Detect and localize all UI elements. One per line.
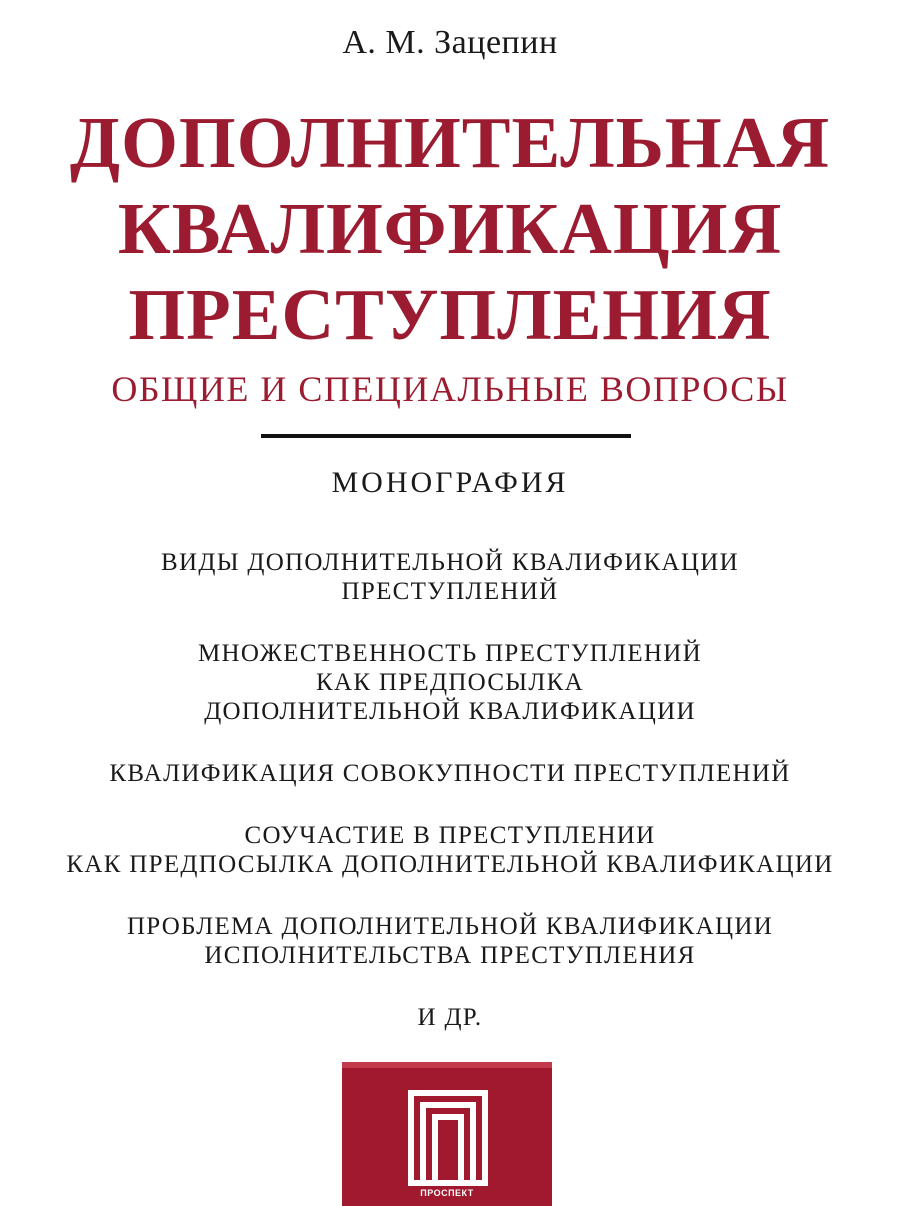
topic-line: ПРОБЛЕМА ДОПОЛНИТЕЛЬНОЙ КВАЛИФИКАЦИИ xyxy=(126,913,774,940)
topic-item xyxy=(0,639,900,726)
topic-line: ПРЕСТУПЛЕНИЙ xyxy=(341,578,559,605)
divider-rule xyxy=(261,434,631,438)
topics-list xyxy=(0,548,900,1065)
topic-line: КАК ПРЕДПОСЫЛКА ДОПОЛНИТЕЛЬНОЙ КВАЛИФИКАЦИИ xyxy=(66,851,834,878)
topic-line: КАК ПРЕДПОСЫЛКА xyxy=(315,669,584,696)
publisher-logo-icon xyxy=(408,1090,488,1186)
publisher-block xyxy=(342,1062,552,1206)
title-line: ПРЕСТУПЛЕНИЯ xyxy=(128,274,772,355)
topic-line: КВАЛИФИКАЦИЯ СОВОКУПНОСТИ ПРЕСТУПЛЕНИЙ xyxy=(109,760,791,787)
topic-item xyxy=(0,912,900,970)
genre-label: МОНОГРАФИЯ xyxy=(331,466,569,499)
author-name: А. М. Зацепин xyxy=(342,24,558,61)
topic-line: И ДР. xyxy=(417,1004,483,1031)
topic-item xyxy=(0,759,900,788)
topic-item xyxy=(0,821,900,879)
publisher-name: ПРОСПЕКТ xyxy=(420,1188,474,1198)
topic-line: МНОЖЕСТВЕННОСТЬ ПРЕСТУПЛЕНИЙ xyxy=(197,640,702,667)
topic-line: ИСПОЛНИТЕЛЬСТВА ПРЕСТУПЛЕНИЯ xyxy=(204,942,696,969)
topic-line: СОУЧАСТИЕ В ПРЕСТУПЛЕНИИ xyxy=(244,822,656,849)
topic-line: ВИДЫ ДОПОЛНИТЕЛЬНОЙ КВАЛИФИКАЦИИ xyxy=(161,549,739,576)
book-title xyxy=(0,100,900,358)
book-subtitle: ОБЩИЕ И СПЕЦИАЛЬНЫЕ ВОПРОСЫ xyxy=(111,369,789,409)
title-line: ДОПОЛНИТЕЛЬНАЯ xyxy=(69,102,831,183)
topic-item xyxy=(0,548,900,606)
topic-item xyxy=(0,1003,900,1032)
topic-line: ДОПОЛНИТЕЛЬНОЙ КВАЛИФИКАЦИИ xyxy=(204,698,696,725)
title-line: КВАЛИФИКАЦИЯ xyxy=(117,188,783,269)
